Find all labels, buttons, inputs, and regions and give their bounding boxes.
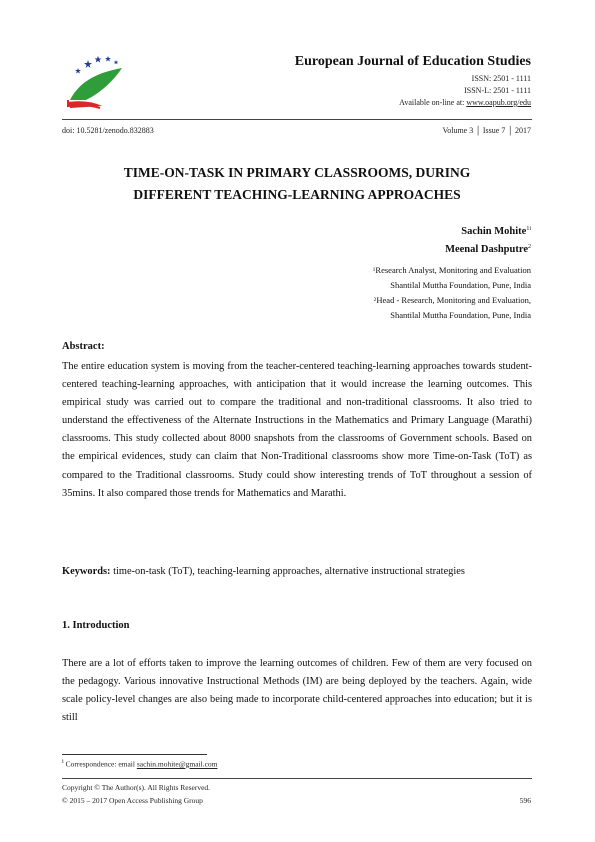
affiliation-1-line-2: Shantilal Muttha Foundation, Pune, India [390,280,531,290]
title-line-2: DIFFERENT TEACHING-LEARNING APPROACHES [133,187,461,202]
journal-url-link[interactable]: www.oapub.org/edu [466,98,531,107]
footer-rule [62,778,532,779]
issn-l: ISSN-L: 2501 - 1111 [464,86,531,95]
affiliation-2-line-1: Head - Research, Monitoring and Evaluation, [376,295,531,305]
article-title [62,162,532,206]
introduction-heading: 1. Introduction [62,620,130,631]
page-number: 596 [519,796,531,805]
header-rule [62,119,532,120]
affiliation-2-line-2: Shantilal Muttha Foundation, Pune, India [390,310,531,320]
issn: ISSN: 2501 - 1111 [471,74,531,83]
copyright-line-2: © 2015 – 2017 Open Access Publishing Group [62,796,203,805]
online-availability [399,98,531,107]
author-2 [445,244,531,255]
journal-name: European Journal of Education Studies [294,54,531,69]
keywords-label: Keywords: [62,566,111,577]
volume-info: Volume 3 │ Issue 7 │ 2017 [442,126,531,135]
doi: doi: 10.5281/zenodo.832883 [62,126,154,135]
title-line-1: TIME-ON-TASK IN PRIMARY CLASSROOMS, DURING [123,165,471,180]
journal-logo [62,50,124,112]
introduction-text: There are a lot of efforts taken to improve the learning outcomes of children. Few of them are very focused on the pedagogy. Various innovative Instructional Methods (IM) are being deployed by the teachers. Again, wide scale policy-level changes are also being made to incorporate child-centered approaches into education; but it is still [62,658,532,724]
author-1 [461,226,531,237]
abstract-text: The entire education system is moving from the teacher-centered teaching-learning approaches towards student-centered teaching-learning approaches, with anticipation that it would increase the learning outcomes. This empirical study was carried out to compare the traditional and non-traditional classrooms. It also tried to understand the effectiveness of the Alternate Instructions in the Mathematics and Primary Language (Marathi) classrooms. This study collected about 8000 snapshots from the classrooms of Government schools. Based on the empirical evidences, study can claim that Non-Traditional classrooms show more Time-on-Task (ToT) as compared to the Traditional classrooms. Study could show interesting trends of ToT throughout a session of 35mins. It also compared those trends for Mathematics and Marathi. [62,361,532,499]
affiliation-1-line-1: Research Analyst, Monitoring and Evaluation [375,265,531,275]
author-1-name: Sachin Mohite [461,226,527,237]
author-1-marks: 1i [526,226,531,232]
keywords [62,563,532,581]
abstract-heading: Abstract: [62,341,105,352]
affiliation-2-mark: 2 [373,297,377,303]
affiliation-1 [373,263,531,293]
footnote-rule [62,754,207,755]
affiliation-2 [374,293,531,323]
author-2-marks: 2 [528,244,531,250]
footnote [62,758,218,769]
online-prefix: Available on-line at: [399,98,467,107]
footnote-mark: i [62,758,64,765]
book-green-page [70,68,122,100]
author-2-name: Meenal Dashputre [445,244,528,255]
keywords-text: time-on-task (ToT), teaching-learning approaches, alternative instructional strategies [110,566,465,577]
footnote-prefix: Correspondence: email [65,759,137,769]
correspondence-email-link[interactable]: sachin.mohite@gmail.com [136,759,218,769]
affiliation-1-mark: 1 [372,267,376,273]
copyright-line-1: Copyright © The Author(s). All Rights Reserved. [62,783,211,792]
